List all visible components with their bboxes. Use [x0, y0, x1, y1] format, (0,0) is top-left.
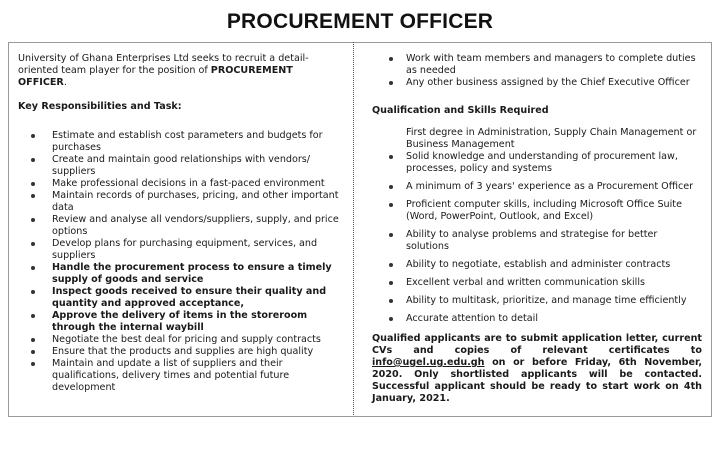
responsibilities-heading: Key Responsibilities and Task: [18, 101, 182, 112]
bullet-icon [31, 242, 35, 246]
list-item-text: Create and maintain good relationships with vendors/ suppliers [52, 154, 311, 177]
list-item [372, 199, 702, 223]
list-item [372, 151, 702, 175]
list-item-text: Work with team members and managers to complete duties as needed [406, 53, 696, 76]
bullet-icon [31, 134, 35, 138]
bullet-icon [31, 218, 35, 222]
intro-paragraph [18, 53, 343, 89]
list-item-text: Accurate attention to detail [406, 313, 539, 324]
qualification-first-degree: First degree in Administration, Supply Chain Management or Business Management [406, 127, 697, 150]
apply-deadline-text: on or before Friday, 6th November, 2020. Only shortlisted applicants will be contacted. Successful applicant should be ready to start work on 4th January, 2021. [372, 357, 702, 404]
bullet-icon [389, 263, 393, 267]
list-item-text: Ability to negotiate, establish and administer contracts [406, 259, 671, 270]
list-item [18, 154, 343, 178]
list-item [372, 229, 702, 253]
bullet-icon [31, 266, 35, 270]
list-item-text: Inspect goods received to ensure their quality and quantity and approved acceptance, [52, 286, 327, 309]
intro-suffix: . [63, 77, 67, 88]
list-item [18, 178, 343, 190]
bullet-icon [31, 290, 35, 294]
bullet-icon [31, 350, 35, 354]
list-item-text: A minimum of 3 years' experience as a Procurement Officer [406, 181, 694, 192]
bullet-icon [389, 233, 393, 237]
list-item-text: Proficient computer skills, including Microsoft Office Suite (Word, PowerPoint, Outlook, and Excel) [406, 199, 682, 222]
intro-position: PROCUREMENT OFFICER [18, 65, 293, 88]
bullet-icon [31, 182, 35, 186]
list-item [372, 53, 702, 77]
list-item-text: Excellent verbal and written communication skills [406, 277, 645, 288]
list-item-text: Make professional decisions in a fast-paced environment [52, 178, 325, 189]
bullet-icon [31, 314, 35, 318]
list-item [18, 190, 343, 214]
right-column [372, 53, 702, 415]
bullet-icon [389, 299, 393, 303]
column-divider [353, 42, 354, 415]
qualifications-list [372, 151, 702, 325]
more-responsibilities-list [372, 53, 702, 89]
list-item-text: Maintain and update a list of suppliers and their qualifications, delivery times and potential future development [52, 358, 290, 393]
list-item-text: Ability to analyse problems and strategise for better solutions [406, 229, 658, 252]
list-item [372, 313, 702, 325]
list-item [18, 238, 343, 262]
list-item [18, 346, 343, 358]
list-item [372, 77, 702, 89]
list-item-text: Maintain records of purchases, pricing, and other important data [52, 190, 339, 213]
bullet-icon [31, 338, 35, 342]
list-item-text: Ensure that the products and supplies are high quality [52, 346, 314, 357]
list-item [372, 277, 702, 289]
list-item [18, 310, 343, 334]
list-item [18, 262, 343, 286]
list-item [18, 214, 343, 238]
list-item-text: Handle the procurement process to ensure a timely supply of goods and service [52, 262, 332, 285]
list-item [372, 295, 702, 307]
list-item [18, 130, 343, 154]
bullet-icon [389, 57, 393, 61]
responsibilities-list [18, 130, 343, 394]
list-item [372, 259, 702, 271]
apply-text: Qualified applicants are to submit application letter, current CVs and copies of relevant certificates to [372, 333, 702, 356]
list-item [18, 334, 343, 346]
contact-email-link[interactable]: info@ugel.ug.edu.gh [372, 357, 485, 368]
list-item-text: Any other business assigned by the Chief Executive Officer [406, 77, 690, 88]
bullet-icon [389, 185, 393, 189]
list-item-text: Estimate and establish cost parameters and budgets for purchases [52, 130, 323, 153]
list-item-text: Negotiate the best deal for pricing and supply contracts [52, 334, 321, 345]
left-column [18, 53, 343, 394]
list-item-text: Review and analyse all vendors/suppliers, supply, and price options [52, 214, 339, 237]
list-item [372, 181, 702, 193]
list-item-text: Ability to multitask, prioritize, and manage time efficiently [406, 295, 687, 306]
list-item-text: Develop plans for purchasing equipment, services, and suppliers [52, 238, 318, 261]
list-item [18, 358, 343, 394]
bullet-icon [31, 362, 35, 366]
application-instructions [372, 333, 702, 405]
bullet-icon [31, 194, 35, 198]
bullet-icon [389, 81, 393, 85]
intro-text: University of Ghana Enterprises Ltd seeks to recruit a detail-oriented team player for the position of [18, 53, 309, 76]
bullet-icon [389, 203, 393, 207]
page-title: PROCUREMENT OFFICER [226, 10, 494, 33]
list-item-text: Approve the delivery of items in the storeroom through the internal waybill [52, 310, 308, 333]
bullet-icon [389, 281, 393, 285]
bullet-icon [389, 317, 393, 321]
bullet-icon [31, 158, 35, 162]
list-item [18, 286, 343, 310]
bullet-icon [389, 155, 393, 159]
list-item-text: Solid knowledge and understanding of procurement law, processes, policy and systems [406, 151, 678, 174]
qualifications-heading: Qualification and Skills Required [372, 105, 549, 116]
